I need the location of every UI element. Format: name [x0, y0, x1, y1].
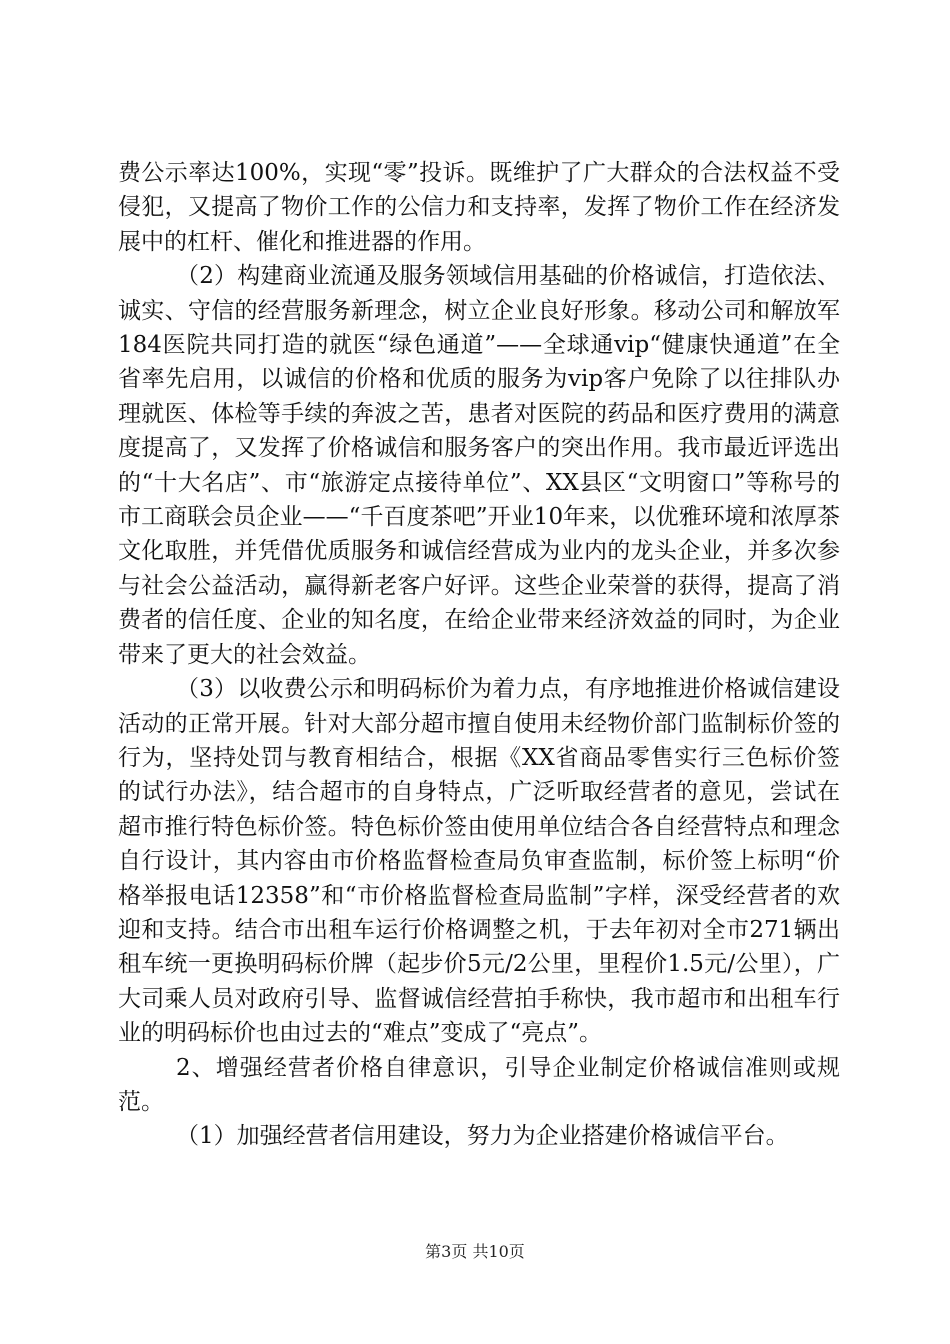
paragraph-item-2: （2）构建商业流通及服务领域信用基础的价格诚信，打造依法、诚实、守信的经营服务新理念，树立企业良好形象。移动公司和解放军184医院共同打造的就医“绿色通道”——全球通vip“健康快通道”在全省率先启用，以诚信的价格和优质的服务为vip客户免除了以往排队办理就医、体检等手续的奔波之苦，患者对医院的药品和医疗费用的满意度提高了，又发挥了价格诚信和服务客户的突出作用。我市最近评选出的“十大名店”、市“旅游定点接待单位”、XX县区“文明窗口”等称号的市工商联会员企业——“千百度茶吧”开业10年来，以优雅环境和浓厚茶文化取胜，并凭借优质服务和诚信经营成为业内的龙头企业，并多次参与社会公益活动，赢得新老客户好评。这些企业荣誉的获得，提高了消费者的信任度、企业的知名度，在给企业带来经济效益的同时，为企业带来了更大的社会效益。	[118, 263, 840, 668]
paragraph-item-1: （1）加强经营者信用建设，努力为企业搭建价格诚信平台。	[176, 1123, 789, 1150]
paragraph-continuation: 费公示率达100%，实现“零”投诉。既维护了广大群众的合法权益不受侵犯，又提高了物价工作的公信力和支持率，发挥了物价工作在经济发展中的杠杆、催化和推进器的作用。	[118, 160, 840, 255]
page-footer: 第3页 共10页	[425, 1242, 525, 1261]
paragraph-section-2: 2、增强经营者价格自律意识，引导企业制定价格诚信准则或规范。	[118, 1054, 840, 1115]
paragraph-item-3: （3）以收费公示和明码标价为着力点，有序地推进价格诚信建设活动的正常开展。针对大部分超市擅自使用未经物价部门监制标价签的行为，坚持处罚与教育相结合，根据《XX省商品零售实行三色标价签的试行办法》，结合超市的自身特点，广泛听取经营者的意见，尝试在超市推行特色标价签。特色标价签由使用单位结合各自经营特点和理念自行设计，其内容由市价格监督检查局负审查监制，标价签上标明“价格举报电话12358”和“市价格监督检查局监制”字样，深受经营者的欢迎和支持。结合市出租车运行价格调整之机，于去年初对全市271辆出租车统一更换明码标价牌（起步价5元/2公里，里程价1.5元/公里），广大司乘人员对政府引导、监督诚信经营拍手称快，我市超市和出租车行业的明码标价也由过去的“难点”变成了“亮点”。	[118, 676, 840, 1047]
document-body	[118, 156, 840, 1154]
